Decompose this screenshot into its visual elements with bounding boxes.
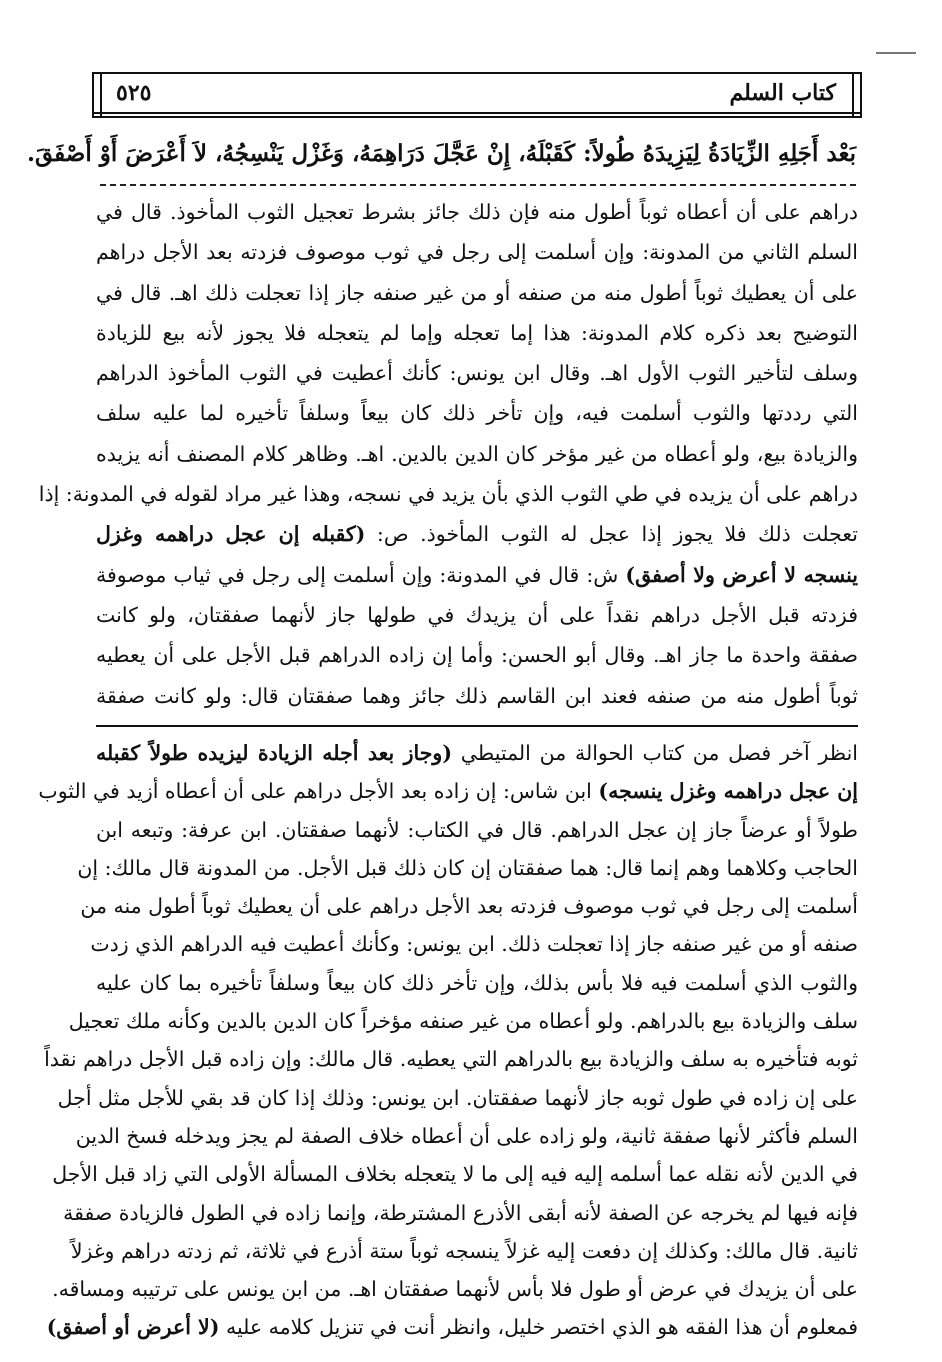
footnote-text: فمعلوم أن هذا الفقه هو الذي اختصر خليل، وانظر أنت في تنزيل كلامه عليه	[225, 1315, 858, 1340]
page-number: ٥٢٥	[116, 80, 152, 106]
commentary-line: صفقة واحدة ما جاز اهـ. وقال أبو الحسن: وأما إن زاده الدراهم قبل الأجل على أن يعطيه	[96, 643, 858, 668]
quoted-matn: (كقبله إن عجل دراهمه وغزل	[96, 522, 366, 547]
book-title: كتاب السلم	[729, 80, 836, 106]
commentary-line: على أن يعطيك ثوباً أطول منه من صنفه أو من غير صنفه جاز إذا تعجلت ذلك اهـ. قال في	[96, 280, 858, 305]
footnote-line: طولاً أو عرضاً جاز إن عجل الدراهم. قال في الكتاب: لأنهما صفقتان. ابن عرفة: وتبعه ابن	[96, 817, 858, 842]
footnote-line	[38, 772, 858, 810]
commentary-line: وسلف لتأخير الثوب الأول اهـ. وقال ابن يونس: كأنك أعطيت في الثوب المأخوذ الدراهم	[96, 361, 858, 386]
commentary-text: تعجلت ذلك فلا يجوز إذا عجل له الثوب المأخوذ. ص:	[376, 522, 858, 547]
frame-line-left	[100, 74, 102, 116]
footnote-line: ثوبه فتأخيره به سلف والزيادة بيع بالدراهم التي يعطيه. قال مالك: وإن زاده قبل الأجل دراهم نقداً	[44, 1047, 858, 1072]
footnote-line: الحاجب وكلاهما وهم إنما قال: هما صفقتان إن كان ذلك قبل الأجل. من المدونة قال مالك: إن	[77, 855, 858, 880]
page-header	[92, 72, 862, 118]
matn-text: بَعْد أَجَلِهِ الزِّيَادَةُ لِيَزِيدَهُ طُولاً: كَقَبْلَهُ، إِنْ عَجَّلَ دَرَاهِمَهُ، وَغَزْل يَنْسِجُهُ، لاَ أَعْرَضَ أَوْ أَصْفَقَ.	[26, 140, 856, 167]
footnote-line	[96, 734, 858, 772]
quoted-matn: ينسجه لا أعرض ولا أصفق)	[625, 562, 858, 587]
commentary-block	[38, 192, 858, 716]
footnote-separator	[96, 725, 858, 727]
frame-line-right	[852, 74, 854, 116]
commentary-text: ش: قال في المدونة: وإن أسلمت إلى رجل في ثياب موصوفة	[96, 562, 619, 587]
footnote-line: السلم فأكثر لأنها صفقة ثانية، ولو زاده على أن أعطاه خلاف الصفة لم يجز ويدخله فسخ الدين	[75, 1123, 858, 1148]
footnote-line: صنفه أو من غير صنفه جاز إذا تعجلت ذلك. ابن يونس: وكأنك أعطيت فيه الدراهم الذي زدت	[90, 932, 858, 957]
footnote-text: انظر آخر فصل من كتاب الحوالة من المتيطي	[460, 741, 858, 765]
footnote-line: على أن يزيدك في عرض أو طول فلا بأس لأنهما صفقتان اهـ. من ابن يونس على ترتيبه ومساقه.	[52, 1277, 858, 1302]
quoted-matn: (وجاز بعد أجله الزيادة ليزيده طولاً كقبله	[96, 741, 453, 765]
commentary-line: ثوباً أطول منه من صنفه فعند ابن القاسم ذلك جائز وهما صفقتان قال: ولو كانت صفقة	[96, 683, 858, 708]
commentary-line: دراهم على أن أعطاه ثوباً أطول منه فإن ذلك جائز بشرط تعجيل الثوب المأخوذ. قال في	[96, 200, 858, 224]
matn-separator	[100, 184, 856, 186]
footnote-line: على إن زاده في طول ثوبه جاز لأنهما صفقتان. ابن يونس: وذلك إذا كان قد بقي للأجل مثل أجل	[57, 1085, 858, 1110]
commentary-line	[96, 555, 858, 595]
commentary-line: والزيادة بيع، ولو أعطاه من غير مؤخر كان الدين بالدين. اهـ. وظاهر كلام المصنف أنه يزيده	[96, 441, 858, 466]
footnote-line: ثانية. قال مالك: وكذلك إن دفعت إليه غزلاً ينسجه ثوباً ستة أذرع في ثلاثة، ثم زدته دراهم وغزلاً	[70, 1238, 858, 1263]
commentary-line: التي رددتها والثوب أسلمت فيه، وإن تأخر ذلك كان بيعاً وسلفاً تأخيره لما عليه سلف	[96, 401, 858, 426]
footnote-line: أسلمت إلى رجل في ثوب موصوف فزدته بعد الأجل دراهم على أن يعطيك ثوباً أطول منه من	[80, 894, 858, 919]
commentary-line: التوضيح بعد ذكره كلام المدونة: هذا إما تعجله وإما لم يتعجله فلا يجوز لأنه بيع للزيادة	[96, 320, 858, 345]
footnote-line: سلف والزيادة بيع بالدراهم. ولو أعطاه من غير صنفه مؤخراً كان الدين بالدين وكأنه ملك تعجيل	[68, 1009, 858, 1034]
commentary-line	[96, 514, 858, 554]
footnote-line: فإنه فيها لم يخرجه عن الصفة لأنه أبقى الأذرع المشترطة، وإنما زاده في الطول فالزيادة صفقة	[63, 1200, 858, 1225]
frame-line-bottom	[94, 112, 860, 114]
footnotes-block	[38, 734, 858, 1347]
quoted-matn: إن عجل دراهمه وغزل ينسجه)	[598, 779, 858, 804]
margin-mark	[876, 52, 916, 54]
footnote-line: في الدين لأنه نقله عما أسلمه إليه فيه إلى ما لا يتعجله بخلاف المسألة الأولى التي زاد قبل الأجل	[52, 1162, 858, 1187]
quoted-matn: (لا أعرض أو أصفق)	[46, 1315, 220, 1340]
footnote-text: ابن شاس: إن زاده بعد الأجل دراهم على أن أعطاه أزيد في الثوب	[38, 779, 592, 804]
commentary-line: فزدته قبل الأجل دراهم نقداً على أن يزيدك في طولها جاز لأنهما صفقتان، ولو كانت	[96, 602, 858, 627]
footnote-line	[46, 1308, 858, 1346]
footnote-line: والثوب الذي أسلمت فيه فلا بأس بذلك، وإن تأخر ذلك كان بيعاً وسلفاً تأخيره بما كان عليه	[96, 970, 858, 995]
commentary-line: السلم الثاني من المدونة: وإن أسلمت إلى رجل في ثوب موصوف فزدته بعد الأجل دراهم	[96, 240, 858, 265]
commentary-line: دراهم على أن يزيده في طي الثوب الذي بأن يزيد في نسجه، وهذا غير مراد لقوله في المدونة: إذا	[38, 482, 858, 507]
